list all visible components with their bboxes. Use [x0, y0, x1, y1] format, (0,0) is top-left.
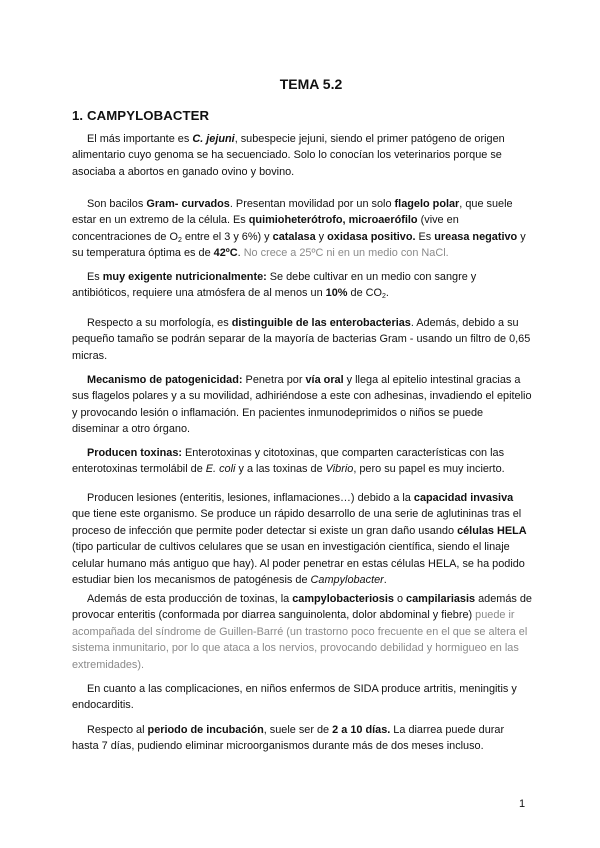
paragraph-6: Producen toxinas: Enterotoxinas y citotoxinas, que comparten características con las enterotoxinas termolábil de E. coli y a las toxinas de Vibrio, pero su papel es muy incierto. — [72, 447, 505, 476]
paragraph-1: El más importante es C. jejuni, subespecie jejuni, siendo el primer patógeno de origen alimentario cuyo genoma se ha secuenciado. Solo lo conocían los veterinarios porque se asociaba a abortos en ganado ovino y bovino. — [72, 133, 505, 178]
paragraph-4: Respecto a su morfología, es distinguible de las enterobacterias. Además, debido a su pequeño tamaño se podrán separar de la mayoría de bacterias Gram - usando un filtro de 0,65 micras. — [72, 317, 531, 362]
section-heading: 1. CAMPYLOBACTER — [72, 108, 210, 123]
page-number: 1 — [519, 798, 526, 810]
paragraph-3: Es muy exigente nutricionalmente: Se debe cultivar en un medio con sangre y antibióticos, requiere una atmósfera de al menos un 10% de $CO_2$. — [72, 271, 477, 301]
paragraph-5: Mecanismo de patogenicidad: Penetra por vía oral y llega al epitelio intestinal gracias a sus flagelos polares y a su movilidad, adhiriéndose a este con adhesinas, invadiendo el epitelio y provocando lesión o inflamación. En pacientes inmunodeprimidos o niños se puede diseminar a otro órgano. — [72, 374, 532, 436]
paragraph-8: Además de esta producción de toxinas, la campylobacteriosis o campilariasis además de provocar enteritis (conformada por diarrea sanguinolenta, dolor abdominal y fiebre) puede ir acompañada del síndrome de Guillen-Barré (un trastorno poco frecuente en el que se altera el sistema inmunitario, por lo que ataca a los nervios, provocando debilidad y hormigueo en las extremidades). — [72, 593, 532, 671]
paragraph-7: Producen lesiones (enteritis, lesiones, inflamaciones…) debido a la capacidad invasiva que tiene este organismo. Se produce un rápido desarrollo de una serie de aglutininas tras el proceso de infección que permite poder detectar si existe un gran daño usando células HELA (tipo particular de cultivos celulares que se usan en investigación científica, siendo el linaje celular humano más antiguo que hay). Al poder penetrar en estas células HELA, se ha podido estudiar bien los mecanismos de patogénesis de Campylobacter. — [72, 492, 527, 587]
paragraph-2: Son bacilos Gram- curvados. Presentan movilidad por un solo flagelo polar, que suele estar en un extremo de la célula. Es quimioheterótrofo, microaerófilo (vive en concentraciones de $O_2$ entre el 3 y 6%) y catalasa y oxidasa positivo. Es ureasa negativo y su temperatura óptima es de 42ºC. No crece a 25ºC ni en un medio con NaCl. — [72, 198, 526, 260]
paragraph-10: Respecto al periodo de incubación, suele ser de 2 a 10 días. La diarrea puede durar hasta 7 días, pudiendo eliminar microorganismos durante más de dos meses incluso. — [72, 724, 505, 753]
page-title: TEMA 5.2 — [279, 76, 343, 92]
paragraph-9: En cuanto a las complicaciones, en niños enfermos de SIDA produce artritis, meningitis y endocarditis. — [72, 683, 517, 712]
